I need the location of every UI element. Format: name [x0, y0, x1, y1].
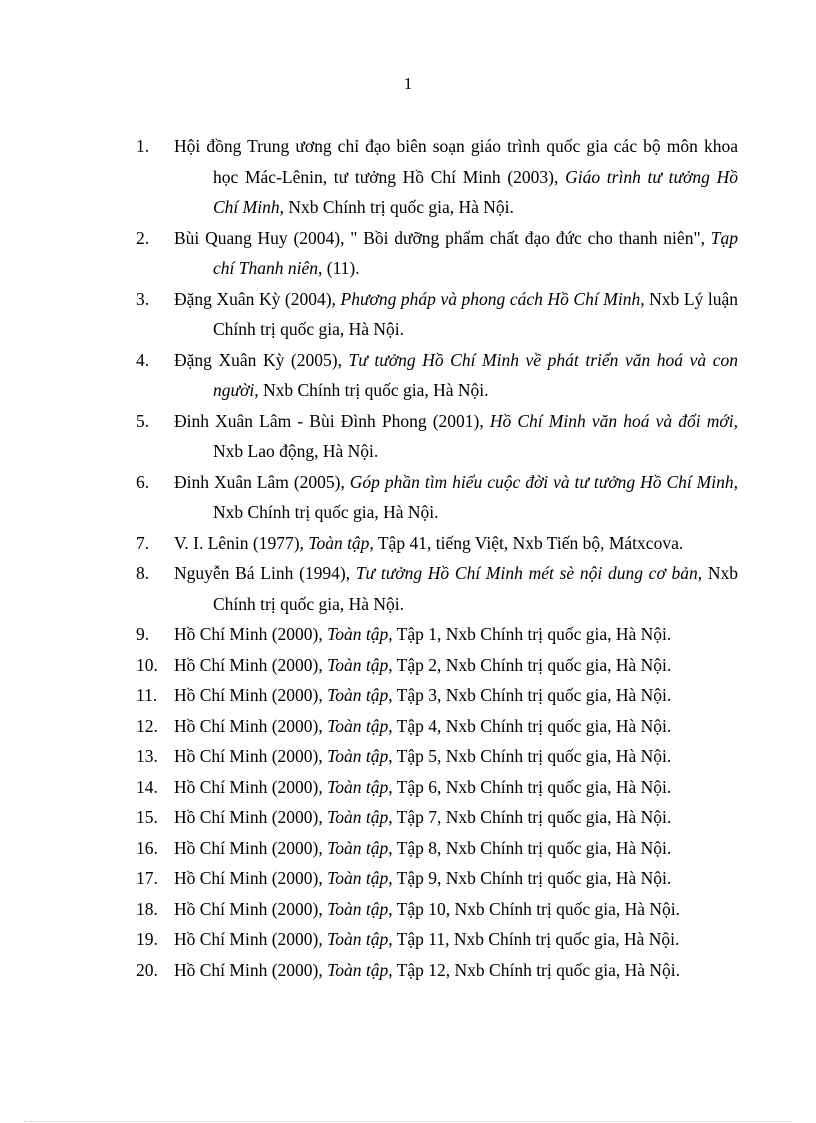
reference-item: [136, 619, 738, 650]
reference-title: Toàn tập: [327, 959, 389, 980]
reference-segment: , Tập 5, Nxb Chính trị quốc gia, Hà Nội.: [388, 746, 672, 766]
reference-title: Góp phần tìm hiểu cuộc đời và tư tưởng Hồ Chí Minh,: [349, 471, 738, 492]
reference-item: [136, 711, 738, 742]
reference-text: [174, 350, 738, 401]
reference-number: 8.: [136, 563, 150, 583]
reference-segment: Bùi Quang Huy (2004), " Bồi dưỡng phẩm chất đạo đức cho thanh niên",: [174, 227, 711, 248]
reference-segment: Hồ Chí Minh (2000),: [174, 685, 328, 705]
reference-title: Toàn tập: [327, 776, 389, 797]
reference-text: [174, 472, 738, 523]
reference-item: [136, 955, 738, 986]
reference-segment: Nxb Chính trị quốc gia, Hà Nội.: [213, 563, 739, 614]
reference-text: [174, 868, 671, 888]
reference-text: [174, 411, 738, 462]
reference-segment: , Tập 12, Nxb Chính trị quốc gia, Hà Nội.: [388, 959, 681, 980]
reference-segment: Hồ Chí Minh (2000),: [174, 746, 328, 766]
reference-segment: , Tập 41, tiếng Việt, Nxb Tiến bộ, Mátxcova.: [369, 532, 684, 553]
reference-segment: Hội đồng Trung ương chỉ đạo biên soạn giáo trình quốc gia các bộ môn khoa học Mác-Lênin, tư tưởng Hồ Chí Minh (2003),: [174, 136, 738, 187]
reference-title: Toàn tập: [327, 654, 389, 675]
reference-title: Toàn tập: [327, 685, 389, 705]
reference-segment: Hồ Chí Minh (2000),: [174, 624, 328, 644]
reference-number: 6.: [136, 471, 150, 492]
reference-segment: V. I. Lênin (1977),: [174, 532, 309, 553]
reference-list: [136, 131, 738, 985]
reference-segment: Hồ Chí Minh (2000),: [174, 776, 328, 797]
reference-segment: , Tập 9, Nxb Chính trị quốc gia, Hà Nội.: [388, 868, 672, 888]
reference-number: 19.: [136, 929, 158, 949]
reference-title: Toàn tập: [327, 624, 389, 644]
reference-segment: Nxb Chính trị quốc gia, Hà Nội.: [283, 197, 514, 217]
reference-number: 20.: [136, 959, 158, 980]
reference-segment: , Tập 8, Nxb Chính trị quốc gia, Hà Nội.: [388, 837, 672, 858]
reference-item: [136, 772, 738, 803]
reference-segment: , Tập 4, Nxb Chính trị quốc gia, Hà Nội.: [388, 715, 672, 736]
reference-number: 18.: [136, 898, 158, 919]
reference-number: 13.: [136, 746, 158, 766]
reference-number: 9.: [136, 624, 150, 644]
reference-title: Tư tưởng Hồ Chí Minh mét sè nội dung cơ bản,: [355, 563, 703, 583]
reference-segment: Đinh Xuân Lâm - Bùi Đình Phong (2001),: [174, 410, 490, 431]
reference-title: Tạp chí Thanh niên,: [213, 227, 738, 278]
reference-text: [174, 289, 738, 340]
reference-segment: , Tập 2, Nxb Chính trị quốc gia, Hà Nội.: [388, 654, 672, 675]
reference-segment: Đinh Xuân Lâm (2005),: [174, 471, 350, 492]
reference-title: Toàn tập: [327, 898, 389, 919]
reference-segment: Hồ Chí Minh (2000),: [174, 654, 328, 675]
reference-segment: Hồ Chí Minh (2000),: [174, 837, 328, 858]
reference-number: 3.: [136, 288, 150, 309]
reference-segment: Nxb Chính trị quốc gia, Hà Nội.: [213, 502, 439, 522]
reference-item: [136, 345, 738, 406]
reference-number: 12.: [136, 715, 158, 736]
reference-item: [136, 406, 738, 467]
reference-segment: (11).: [322, 258, 360, 278]
reference-segment: Đặng Xuân Kỳ (2005),: [174, 349, 349, 370]
reference-title: Hồ Chí Minh văn hoá và đổi mới: [489, 410, 734, 431]
reference-title: Giáo trình tư tưởng Hồ Chí Minh,: [213, 166, 738, 217]
reference-title: Toàn tập: [327, 837, 389, 858]
reference-segment: Nxb Chính trị quốc gia, Hà Nội.: [258, 380, 489, 400]
reference-item: [136, 131, 738, 223]
reference-text: [174, 563, 738, 614]
reference-text: [174, 746, 671, 766]
reference-segment: Nxb Lý luận Chính trị quốc gia, Hà Nội.: [213, 288, 738, 339]
reference-item: [136, 680, 738, 711]
reference-segment: , Tập 6, Nxb Chính trị quốc gia, Hà Nội.: [388, 776, 672, 797]
reference-item: [136, 833, 738, 864]
reference-item: [136, 924, 738, 955]
reference-segment: Hồ Chí Minh (2000),: [174, 715, 328, 736]
reference-item: [136, 528, 738, 559]
reference-number: 15.: [136, 807, 158, 827]
reference-item: [136, 467, 738, 528]
reference-number: 2.: [136, 227, 150, 248]
reference-text: [174, 838, 671, 858]
reference-title: Tư tưởng Hồ Chí Minh về phát triển văn hoá và con người,: [213, 349, 738, 400]
reference-number: 10.: [136, 654, 158, 675]
reference-text: [174, 807, 671, 827]
page-number: 1: [403, 74, 413, 93]
reference-segment: , Nxb Lao động, Hà Nội.: [213, 410, 738, 461]
reference-segment: Hồ Chí Minh (2000),: [174, 959, 328, 980]
reference-text: [174, 777, 671, 797]
reference-text: [174, 899, 680, 919]
reference-text: [174, 716, 671, 736]
reference-item: [136, 650, 738, 681]
reference-segment: , Tập 3, Nxb Chính trị quốc gia, Hà Nội.: [388, 685, 672, 705]
reference-item: [136, 863, 738, 894]
reference-item: [136, 284, 738, 345]
reference-title: Toàn tập: [327, 929, 389, 949]
reference-item: [136, 558, 738, 619]
reference-text: [174, 960, 680, 980]
reference-segment: Hồ Chí Minh (2000),: [174, 868, 328, 888]
reference-item: [136, 802, 738, 833]
reference-segment: Hồ Chí Minh (2000),: [174, 898, 328, 919]
reference-segment: Đặng Xuân Kỳ (2004),: [174, 288, 341, 309]
reference-text: [174, 685, 671, 705]
reference-text: [174, 136, 738, 217]
reference-number: 14.: [136, 776, 158, 797]
reference-title: Toàn tập: [327, 868, 389, 888]
reference-number: 17.: [136, 868, 158, 888]
reference-text: [174, 533, 683, 553]
reference-text: [174, 929, 679, 949]
reference-number: 11.: [136, 685, 158, 705]
reference-segment: , Tập 10, Nxb Chính trị quốc gia, Hà Nội.: [388, 898, 681, 919]
reference-segment: Hồ Chí Minh (2000),: [174, 929, 328, 949]
reference-number: 4.: [136, 349, 150, 370]
reference-text: [174, 655, 671, 675]
reference-title: Phương pháp và phong cách Hồ Chí Minh,: [340, 288, 645, 309]
reference-segment: Nguyễn Bá Linh (1994),: [174, 563, 356, 583]
reference-number: 7.: [136, 532, 150, 553]
reference-segment: , Tập 11, Nxb Chính trị quốc gia, Hà Nội.: [388, 929, 680, 949]
reference-segment: Hồ Chí Minh (2000),: [174, 807, 328, 827]
reference-number: 16.: [136, 837, 158, 858]
reference-item: [136, 223, 738, 284]
reference-segment: , Tập 1, Nxb Chính trị quốc gia, Hà Nội.: [388, 624, 672, 644]
reference-text: [174, 624, 671, 644]
reference-title: Toàn tập: [327, 746, 389, 766]
reference-title: Toàn tập: [327, 807, 389, 827]
reference-segment: , Tập 7, Nxb Chính trị quốc gia, Hà Nội.: [388, 807, 672, 827]
reference-item: [136, 894, 738, 925]
reference-text: [174, 228, 738, 279]
reference-item: [136, 741, 738, 772]
reference-title: Toàn tập: [327, 715, 389, 736]
reference-number: 5.: [136, 410, 150, 431]
page-bottom-divider: [24, 1121, 792, 1122]
reference-title: Toàn tập: [308, 532, 370, 553]
reference-number: 1.: [136, 136, 150, 156]
